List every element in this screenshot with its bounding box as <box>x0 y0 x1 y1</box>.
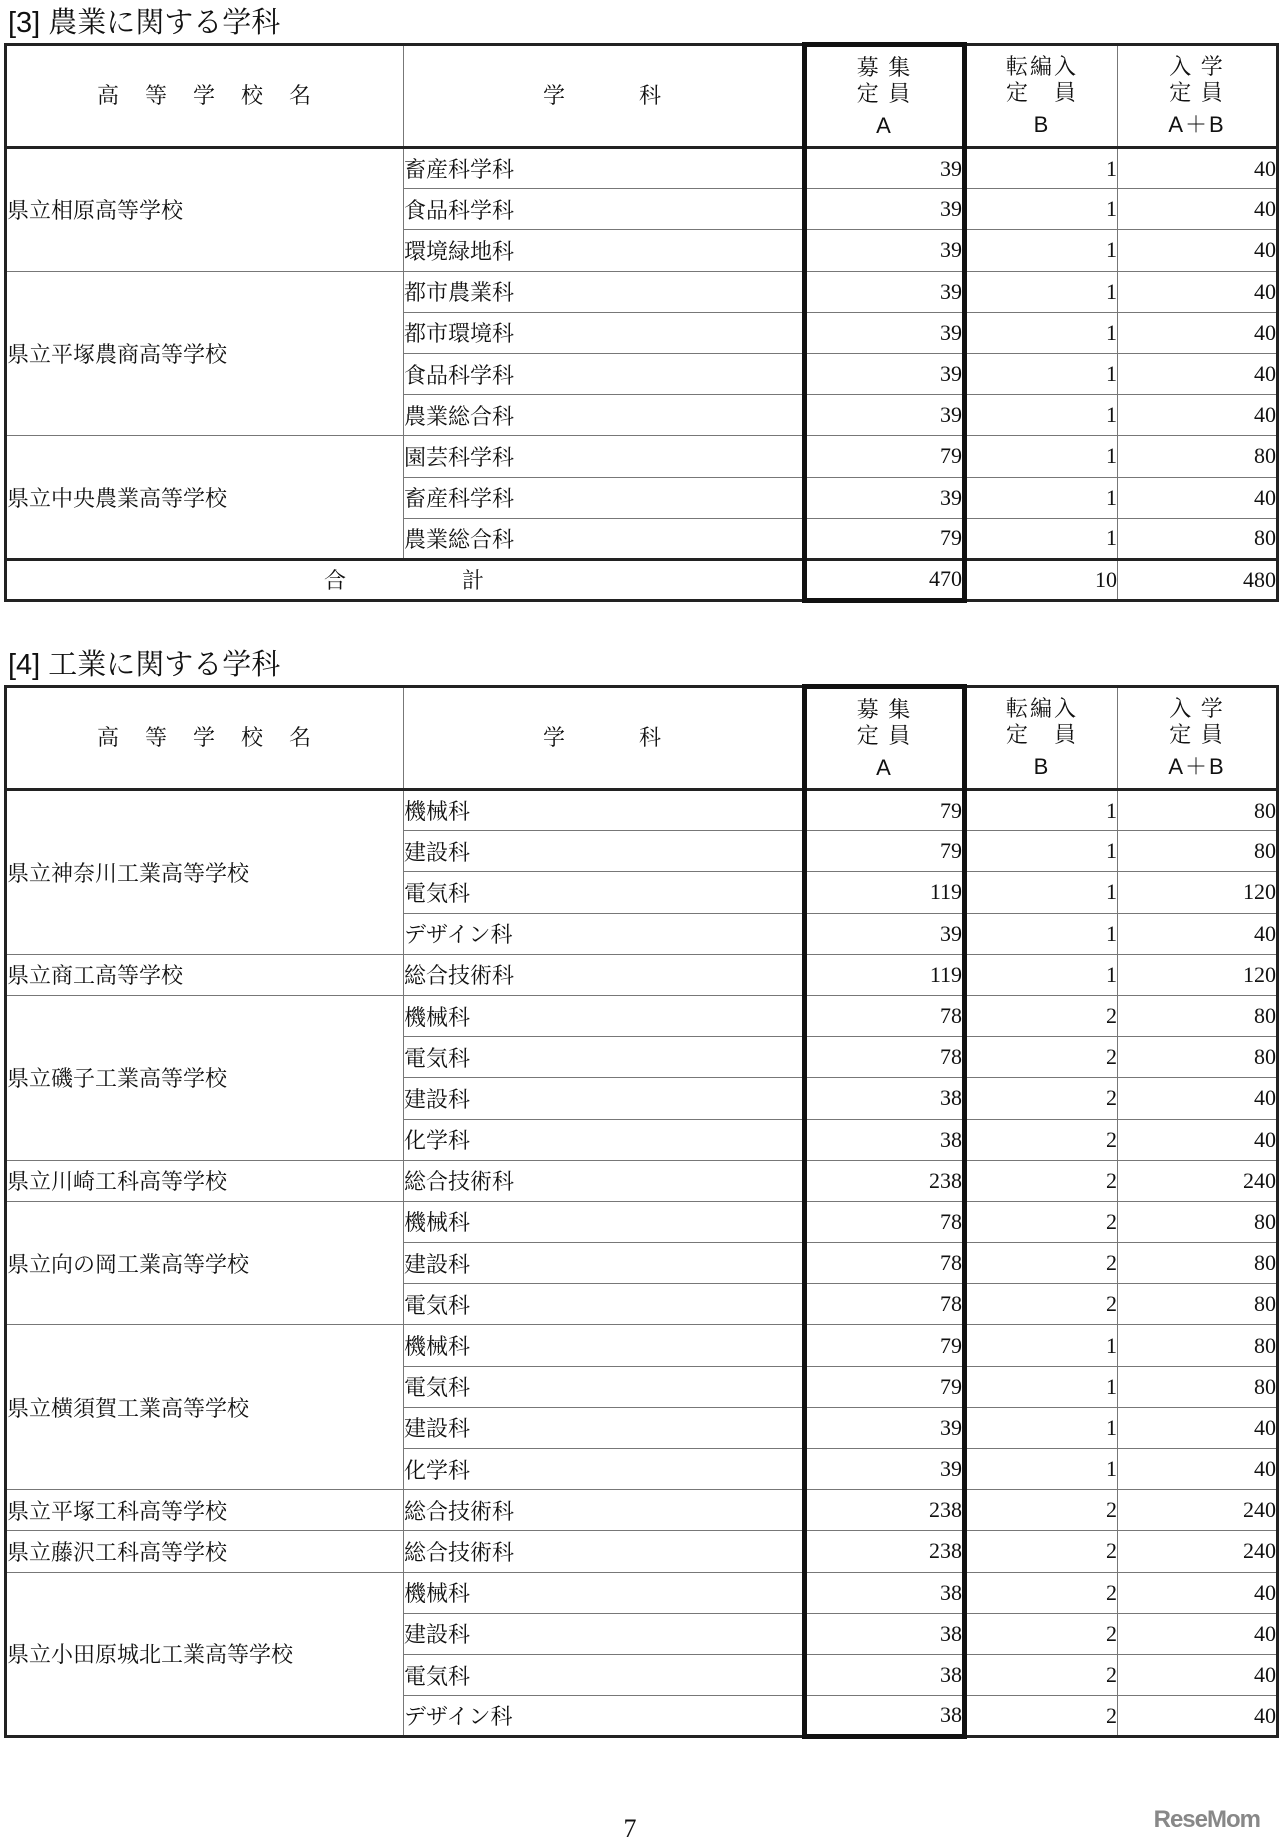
transfer-b: 1 <box>965 1407 1118 1448</box>
total-capacity-a: 470 <box>805 559 965 600</box>
section-title-industry: [4] 工業に関する学科 <box>8 649 281 681</box>
school-name: 県立中央農業高等学校 <box>6 436 404 560</box>
section-title-agriculture: [3] 農業に関する学科 <box>8 7 281 39</box>
table-row <box>6 1160 1278 1201</box>
department-name: デザイン科 <box>404 913 805 954</box>
header-department-text: 学 科 <box>542 83 663 108</box>
department-name: 電気科 <box>404 1366 805 1407</box>
transfer-b: 2 <box>965 1284 1118 1325</box>
capacity-a: 79 <box>805 436 965 477</box>
department-name: 機械科 <box>404 790 805 831</box>
industry-capacity-table <box>4 684 1279 1739</box>
capacity-a: 238 <box>805 1531 965 1572</box>
header-transfer-b-text: B <box>1033 112 1051 137</box>
total-ab: 120 <box>1118 872 1278 913</box>
table-row <box>6 954 1278 995</box>
total-ab: 40 <box>1118 1613 1278 1654</box>
department-name: デザイン科 <box>404 1696 805 1737</box>
department-name: 電気科 <box>404 872 805 913</box>
department-name: 化学科 <box>404 1119 805 1160</box>
total-ab: 40 <box>1118 1654 1278 1695</box>
total-ab: 40 <box>1118 230 1278 271</box>
school-name: 県立横須賀工業高等学校 <box>6 1325 404 1490</box>
capacity-a: 39 <box>805 353 965 394</box>
total-ab: 40 <box>1118 477 1278 518</box>
header-capacity-a-text: 募 集 <box>856 54 913 80</box>
transfer-b: 1 <box>965 1325 1118 1366</box>
header-transfer-b <box>965 687 1118 790</box>
department-name: 総合技術科 <box>404 954 805 995</box>
department-name: 建設科 <box>404 1407 805 1448</box>
capacity-a: 39 <box>805 230 965 271</box>
capacity-a: 238 <box>805 1490 965 1531</box>
department-name: 建設科 <box>404 831 805 872</box>
transfer-b: 1 <box>965 312 1118 353</box>
transfer-b: 2 <box>965 1654 1118 1695</box>
header-transfer-b-text: 定 員 <box>1005 80 1078 105</box>
total-ab: 40 <box>1118 395 1278 436</box>
transfer-b: 2 <box>965 1490 1118 1531</box>
transfer-b: 1 <box>965 1449 1118 1490</box>
total-ab: 240 <box>1118 1160 1278 1201</box>
department-name: 総合技術科 <box>404 1531 805 1572</box>
department-name: 建設科 <box>404 1243 805 1284</box>
header-total-ab <box>1118 45 1278 148</box>
total-ab: 40 <box>1118 271 1278 312</box>
capacity-a: 38 <box>805 1613 965 1654</box>
school-name: 県立神奈川工業高等学校 <box>6 790 404 955</box>
table-row <box>6 995 1278 1036</box>
total-ab: 80 <box>1118 1037 1278 1078</box>
header-total-ab <box>1118 687 1278 790</box>
department-name: 機械科 <box>404 1572 805 1613</box>
department-name: 畜産科学科 <box>404 148 805 189</box>
department-name: 電気科 <box>404 1654 805 1695</box>
capacity-a: 78 <box>805 1243 965 1284</box>
department-name: 建設科 <box>404 1613 805 1654</box>
table-row <box>6 1325 1278 1366</box>
transfer-b: 1 <box>965 395 1118 436</box>
total-ab: 80 <box>1118 1366 1278 1407</box>
transfer-b: 2 <box>965 1243 1118 1284</box>
capacity-a: 78 <box>805 1037 965 1078</box>
header-department <box>404 45 805 148</box>
total-ab: 40 <box>1118 1696 1278 1737</box>
department-name: 畜産科学科 <box>404 477 805 518</box>
total-ab: 40 <box>1118 353 1278 394</box>
capacity-a: 38 <box>805 1654 965 1695</box>
capacity-a: 79 <box>805 831 965 872</box>
capacity-a: 79 <box>805 790 965 831</box>
capacity-a: 78 <box>805 995 965 1036</box>
total-ab: 240 <box>1118 1531 1278 1572</box>
department-name: 電気科 <box>404 1284 805 1325</box>
capacity-a: 39 <box>805 477 965 518</box>
capacity-a: 39 <box>805 395 965 436</box>
transfer-b: 1 <box>965 148 1118 189</box>
transfer-b: 1 <box>965 477 1118 518</box>
department-name: 環境緑地科 <box>404 230 805 271</box>
total-ab: 80 <box>1118 995 1278 1036</box>
header-school-name-text: 高 等 学 校 名 <box>96 83 313 108</box>
capacity-a: 38 <box>805 1119 965 1160</box>
department-name: 都市環境科 <box>404 312 805 353</box>
table-row <box>6 790 1278 831</box>
total-ab-sum: 480 <box>1118 559 1278 600</box>
transfer-b: 1 <box>965 230 1118 271</box>
transfer-b: 2 <box>965 995 1118 1036</box>
transfer-b: 1 <box>965 436 1118 477</box>
header-school-name <box>6 45 404 148</box>
department-name: 機械科 <box>404 995 805 1036</box>
transfer-b: 2 <box>965 1078 1118 1119</box>
transfer-b: 2 <box>965 1119 1118 1160</box>
transfer-b: 1 <box>965 954 1118 995</box>
capacity-a: 79 <box>805 518 965 559</box>
total-ab: 40 <box>1118 312 1278 353</box>
total-ab: 80 <box>1118 1243 1278 1284</box>
table-row <box>6 436 1278 477</box>
total-ab: 40 <box>1118 1407 1278 1448</box>
table-row <box>6 148 1278 189</box>
capacity-a: 38 <box>805 1696 965 1737</box>
transfer-b: 2 <box>965 1613 1118 1654</box>
school-name: 県立川崎工科高等学校 <box>6 1160 404 1201</box>
total-ab: 80 <box>1118 518 1278 559</box>
capacity-a: 39 <box>805 148 965 189</box>
school-name: 県立商工高等学校 <box>6 954 404 995</box>
school-name: 県立小田原城北工業高等学校 <box>6 1572 404 1737</box>
header-row <box>6 687 1278 790</box>
department-name: 電気科 <box>404 1037 805 1078</box>
capacity-a: 39 <box>805 913 965 954</box>
capacity-a: 79 <box>805 1366 965 1407</box>
header-department-text: 学 科 <box>542 725 663 750</box>
total-ab: 120 <box>1118 954 1278 995</box>
header-transfer-b-text: 定 員 <box>1005 722 1078 747</box>
transfer-b: 2 <box>965 1160 1118 1201</box>
table-row <box>6 1531 1278 1572</box>
school-name: 県立平塚農商高等学校 <box>6 271 404 436</box>
capacity-a: 78 <box>805 1284 965 1325</box>
total-ab: 40 <box>1118 1449 1278 1490</box>
transfer-b: 2 <box>965 1696 1118 1737</box>
capacity-a: 39 <box>805 271 965 312</box>
transfer-b: 2 <box>965 1572 1118 1613</box>
transfer-b: 1 <box>965 271 1118 312</box>
total-transfer-b: 10 <box>965 559 1118 600</box>
header-total-ab-text: 定 員 <box>1169 722 1225 747</box>
header-total-ab-text: A＋B <box>1168 112 1226 137</box>
total-ab: 80 <box>1118 831 1278 872</box>
department-name: 化学科 <box>404 1449 805 1490</box>
capacity-a: 119 <box>805 872 965 913</box>
header-capacity-a-text: A <box>876 112 893 138</box>
school-name: 県立磯子工業高等学校 <box>6 995 404 1160</box>
header-transfer-b <box>965 45 1118 148</box>
total-row <box>6 559 1278 600</box>
header-capacity-a-text: 定 員 <box>856 80 913 106</box>
total-ab: 40 <box>1118 189 1278 230</box>
total-ab: 80 <box>1118 1325 1278 1366</box>
header-capacity-a-text: 募 集 <box>856 696 913 722</box>
total-ab: 80 <box>1118 790 1278 831</box>
department-name: 食品科学科 <box>404 189 805 230</box>
header-row <box>6 45 1278 148</box>
capacity-a: 39 <box>805 189 965 230</box>
agriculture-capacity-table <box>4 42 1279 603</box>
transfer-b: 1 <box>965 189 1118 230</box>
header-transfer-b-text: 転編入 <box>1005 696 1078 721</box>
table-row <box>6 1572 1278 1613</box>
transfer-b: 1 <box>965 1366 1118 1407</box>
total-ab: 40 <box>1118 1572 1278 1613</box>
total-ab: 80 <box>1118 436 1278 477</box>
total-ab: 80 <box>1118 1201 1278 1242</box>
transfer-b: 2 <box>965 1037 1118 1078</box>
header-capacity-a-text: 定 員 <box>856 722 913 748</box>
header-transfer-b-text: 転編入 <box>1005 54 1078 79</box>
header-total-ab-text: 入 学 <box>1169 54 1225 79</box>
capacity-a: 39 <box>805 312 965 353</box>
table-row <box>6 1490 1278 1531</box>
capacity-a: 39 <box>805 1407 965 1448</box>
header-total-ab-text: 入 学 <box>1169 696 1225 721</box>
department-name: 農業総合科 <box>404 518 805 559</box>
school-name: 県立相原高等学校 <box>6 148 404 272</box>
department-name: 機械科 <box>404 1325 805 1366</box>
school-name: 県立藤沢工科高等学校 <box>6 1531 404 1572</box>
department-name: 園芸科学科 <box>404 436 805 477</box>
header-school-name-text: 高 等 学 校 名 <box>96 725 313 750</box>
department-name: 農業総合科 <box>404 395 805 436</box>
department-name: 総合技術科 <box>404 1160 805 1201</box>
capacity-a: 38 <box>805 1572 965 1613</box>
header-total-ab-text: 定 員 <box>1169 80 1225 105</box>
capacity-a: 39 <box>805 1449 965 1490</box>
department-name: 食品科学科 <box>404 353 805 394</box>
header-capacity-a <box>805 687 965 790</box>
total-ab: 80 <box>1118 1284 1278 1325</box>
total-label: 合 計 <box>6 559 805 600</box>
header-transfer-b-text: B <box>1033 754 1051 779</box>
capacity-a: 238 <box>805 1160 965 1201</box>
transfer-b: 2 <box>965 1201 1118 1242</box>
transfer-b: 1 <box>965 518 1118 559</box>
capacity-a: 119 <box>805 954 965 995</box>
header-total-ab-text: A＋B <box>1168 754 1226 779</box>
header-capacity-a <box>805 45 965 148</box>
school-name: 県立向の岡工業高等学校 <box>6 1201 404 1325</box>
total-ab: 240 <box>1118 1490 1278 1531</box>
header-department <box>404 687 805 790</box>
transfer-b: 1 <box>965 913 1118 954</box>
capacity-a: 79 <box>805 1325 965 1366</box>
capacity-a: 38 <box>805 1078 965 1119</box>
transfer-b: 2 <box>965 1531 1118 1572</box>
total-ab: 40 <box>1118 1119 1278 1160</box>
total-ab: 40 <box>1118 913 1278 954</box>
transfer-b: 1 <box>965 831 1118 872</box>
transfer-b: 1 <box>965 353 1118 394</box>
total-ab: 40 <box>1118 148 1278 189</box>
department-name: 都市農業科 <box>404 271 805 312</box>
page-number: 7 <box>623 1814 637 1843</box>
transfer-b: 1 <box>965 872 1118 913</box>
total-ab: 40 <box>1118 1078 1278 1119</box>
table-row <box>6 271 1278 312</box>
table-row <box>6 1201 1278 1242</box>
transfer-b: 1 <box>965 790 1118 831</box>
department-name: 総合技術科 <box>404 1490 805 1531</box>
header-capacity-a-text: A <box>876 754 893 780</box>
resemom-logo: ReseMom <box>1153 1806 1260 1833</box>
school-name: 県立平塚工科高等学校 <box>6 1490 404 1531</box>
department-name: 建設科 <box>404 1078 805 1119</box>
header-school-name <box>6 687 404 790</box>
capacity-a: 78 <box>805 1201 965 1242</box>
department-name: 機械科 <box>404 1201 805 1242</box>
